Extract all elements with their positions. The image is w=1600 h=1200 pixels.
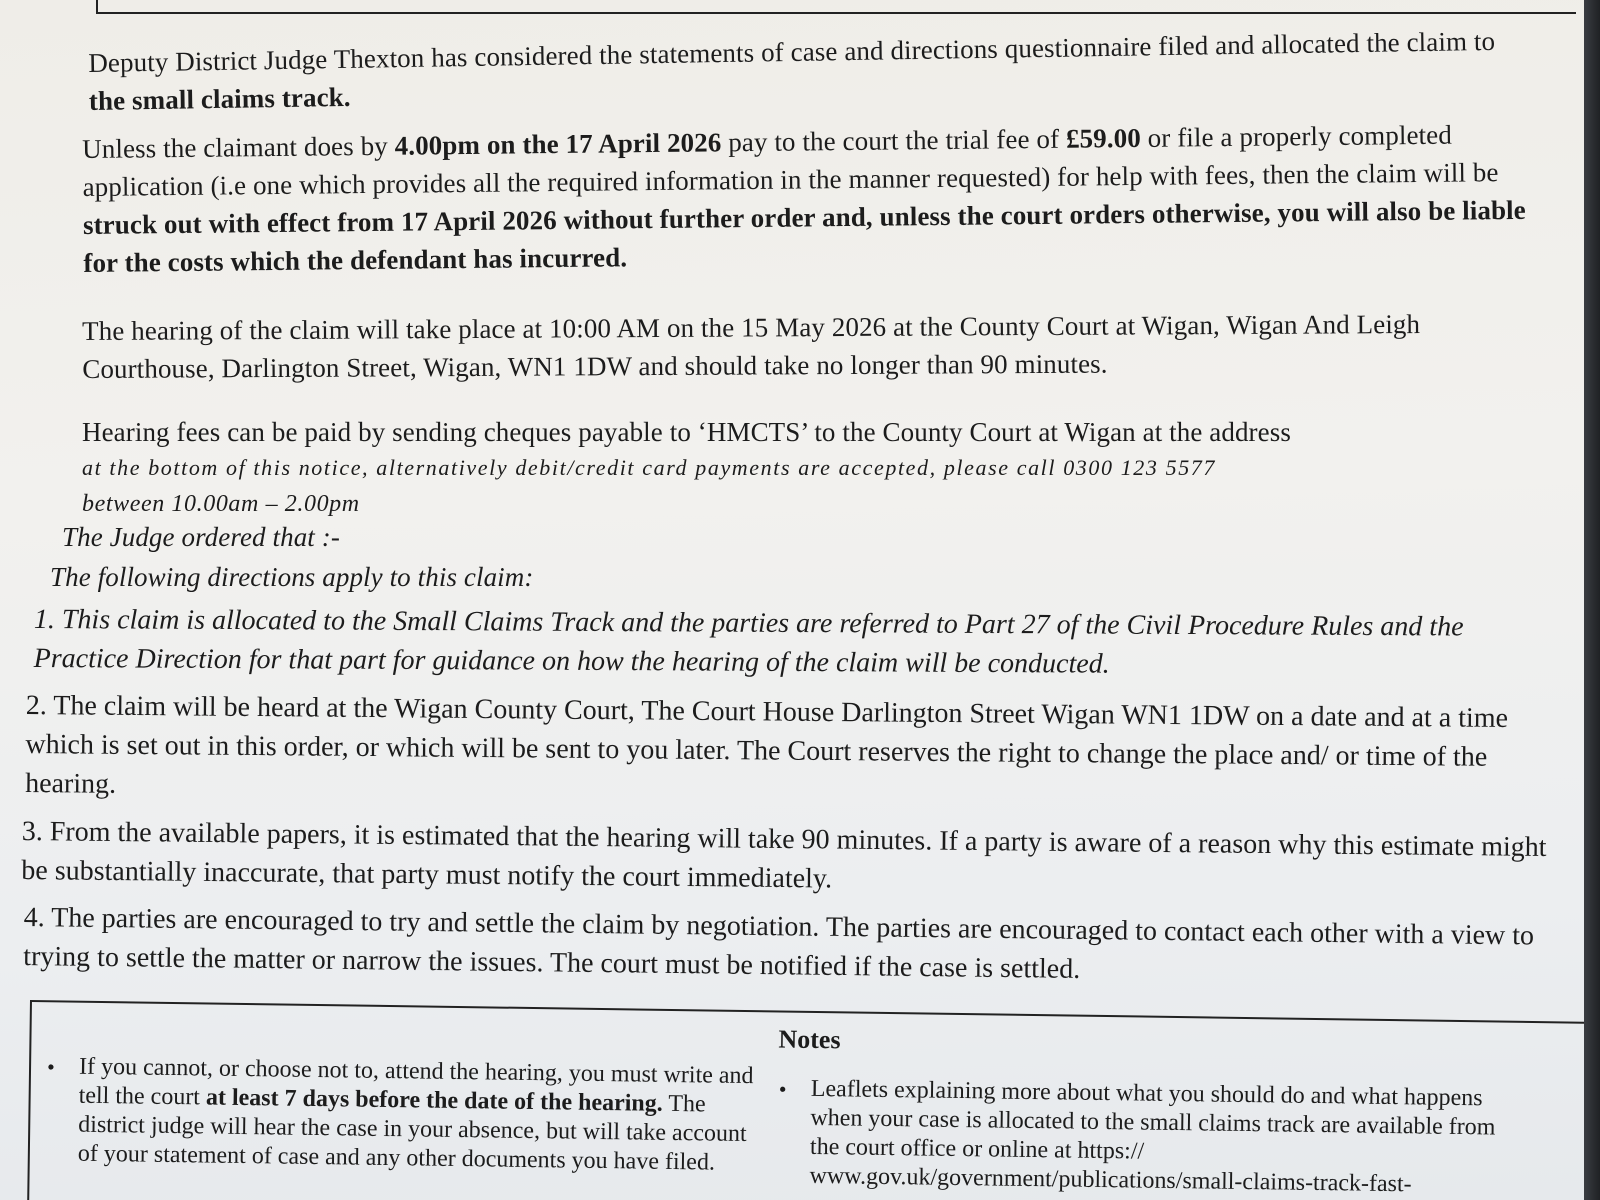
fee-amount: £59.00 bbox=[1065, 122, 1142, 154]
note-attendance-text: If you cannot, or choose not to, attend the hearing, you must write and tell the court bbox=[78, 1053, 754, 1111]
trial-fee-paragraph bbox=[82, 115, 1534, 282]
fee-strike-out-warning: struck out with effect from 17 April 2026 without further order and, unless the court orders otherwise, you will also be liable for the costs which the defendant has incurred. bbox=[82, 194, 1526, 278]
allocation-track: the small claims track. bbox=[88, 81, 351, 116]
bullet-icon: • bbox=[46, 1054, 55, 1080]
note-leaflets bbox=[778, 1075, 1531, 1200]
direction-item: 3. From the available papers, it is estimated that the hearing will take 90 minutes. If a party is aware of a reason why this estimate might be substantially inaccurate, that party must notify the court immediately. bbox=[21, 815, 1547, 895]
fee-text-e: or file a properly completed application (i.e one which provides all the required information in the manner requested) for help with fees, then the claim will be bbox=[82, 119, 1499, 202]
allocation-text: Deputy District Judge Thexton has considered the statements of case and directions questionnaire filed and allocated the claim to bbox=[88, 25, 1496, 78]
fee-text-a: Unless the claimant does by bbox=[82, 130, 395, 164]
payment-line-3: between 10.00am – 2.00pm bbox=[82, 491, 360, 517]
allocation-paragraph bbox=[88, 21, 1529, 120]
background-edge bbox=[1584, 0, 1600, 1200]
directions-heading: The following directions apply to this claim: bbox=[50, 562, 534, 592]
bullet-icon: • bbox=[778, 1076, 787, 1102]
payment-paragraph bbox=[82, 415, 1522, 521]
header-box-edge bbox=[96, 0, 1576, 14]
notes-box bbox=[27, 1000, 1584, 1200]
direction-item: 1. This claim is allocated to the Small Claims Track and the parties are referred to Part 27 of the Civil Procedure Rules and the Practice Direction for that part for guidance on how the hearing of the claim will be conducted. bbox=[33, 603, 1464, 680]
judge-ordered-heading: The Judge ordered that :- bbox=[62, 522, 340, 552]
note-attendance-text-rest: The district judge will hear the case in your absence, but will take account of your statement of case and any other documents you have filed. bbox=[77, 1090, 747, 1176]
fee-deadline: 4.00pm on the 17 April 2026 bbox=[394, 127, 722, 161]
payment-line-2: at the bottom of this notice, alternatively debit/credit card payments are accepted, please call 0300 123 5577 bbox=[82, 455, 1217, 480]
payment-line-1: Hearing fees can be paid by sending cheques payable to ‘HMCTS’ to the County Court at Wigan at the address bbox=[82, 417, 1291, 447]
direction-item: 4. The parties are encouraged to try and settle the claim by negotiation. The parties are encouraged to contact each other with a view to trying to settle the matter or narrow the issues. The court must be notified if the case is settled. bbox=[23, 901, 1535, 985]
hearing-paragraph: The hearing of the claim will take place at 10:00 AM on the 15 May 2026 at the County Court at Wigan, Wigan And Leigh Courthouse, Darlington Street, Wigan, WN1 1DW and should take no longer than 90 minutes. bbox=[82, 308, 1421, 384]
notes-title: Notes bbox=[778, 1024, 841, 1055]
fee-text-c: pay to the court the trial fee of bbox=[721, 123, 1067, 158]
note-leaflets-text: Leaflets explaining more about what you should do and what happens when your case is allocated to the small claims track are available from the court office or online at https:// www.gov.uk/government/publications/small-claims-track-fast- bbox=[809, 1075, 1496, 1198]
direction-item: 2. The claim will be heard at the Wigan County Court, The Court House Darlington Street Wigan WN1 1DW on a date and at a time which is set out in this order, or which will be sent to you later. The Court reserves the right to change the place and/ or time of the hearing. bbox=[25, 689, 1509, 800]
note-attendance bbox=[46, 1053, 760, 1178]
note-attendance-deadline: at least 7 days before the date of the hearing. bbox=[205, 1084, 663, 1117]
